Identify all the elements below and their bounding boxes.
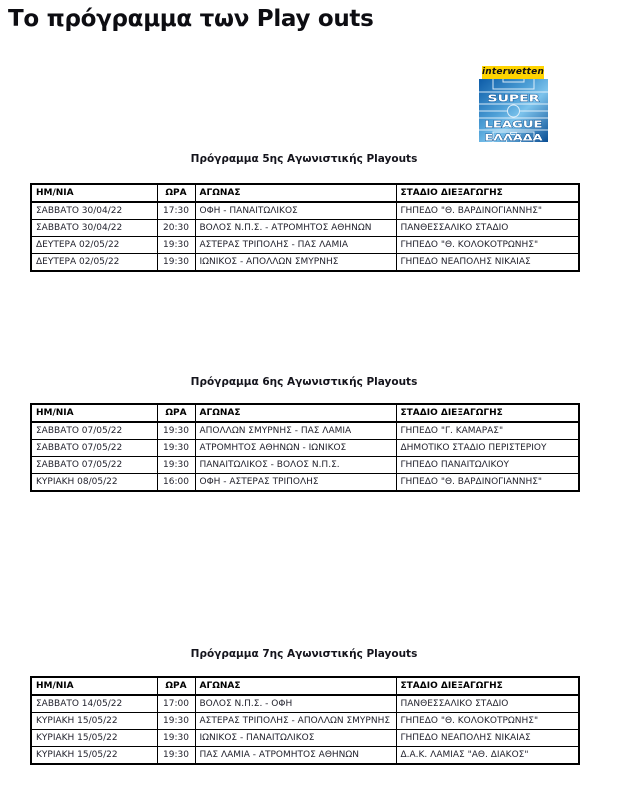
table-header-row (31, 184, 579, 202)
table-cell: ΓΗΠΕΔΟ "Θ. ΚΟΛΟΚΟΤΡΩΝΗΣ" (396, 713, 579, 730)
table-row (31, 422, 579, 440)
table-cell: ΒΟΛΟΣ Ν.Π.Σ. - ΟΦΗ (195, 695, 396, 713)
table-cell: ΙΩΝΙΚΟΣ - ΠΑΝΑΙΤΩΛΙΚΟΣ (195, 730, 396, 747)
table-cell: ΑΣΤΕΡΑΣ ΤΡΙΠΟΛΗΣ - ΠΑΣ ΛΑΜΙΑ (195, 237, 396, 254)
table-cell: ΚΥΡΙΑΚΗ 15/05/22 (31, 730, 157, 747)
table-cell: ΣΑΒΒΑΤΟ 07/05/22 (31, 457, 157, 474)
table-row (31, 695, 579, 713)
table-cell: 19:30 (157, 440, 195, 457)
col-header-stadium: ΣΤΑΔΙΟ ΔΙΕΞΑΓΩΓΗΣ (396, 404, 579, 422)
table-row (31, 220, 579, 237)
table-cell: 19:30 (157, 730, 195, 747)
table-header (31, 184, 579, 202)
col-header-time: ΩΡΑ (157, 677, 195, 695)
super-league-logo (479, 66, 548, 142)
table-cell: ΓΗΠΕΔΟ "Γ. ΚΑΜΑΡΑΣ" (396, 422, 579, 440)
table-row (31, 457, 579, 474)
col-header-date: ΗΜ/ΝΙΑ (31, 404, 157, 422)
table-cell: 19:30 (157, 237, 195, 254)
table-cell: ΑΠΟΛΛΩΝ ΣΜΥΡΝΗΣ - ΠΑΣ ΛΑΜΙΑ (195, 422, 396, 440)
table-cell: ΔΕΥΤΕΡΑ 02/05/22 (31, 237, 157, 254)
table-cell: ΣΑΒΒΑΤΟ 30/04/22 (31, 202, 157, 220)
table-cell: 17:00 (157, 695, 195, 713)
table-row (31, 730, 579, 747)
table-row (31, 440, 579, 457)
section-heading-matchday7: Πρόγραμμα 7ης Αγωνιστικής Playouts (190, 648, 418, 660)
table-cell: ΓΗΠΕΔΟ "Θ. ΚΟΛΟΚΟΤΡΩΝΗΣ" (396, 237, 579, 254)
table-cell: ΠΑΝΘΕΣΣΑΛΙΚΟ ΣΤΑΔΙΟ (396, 220, 579, 237)
col-header-stadium: ΣΤΑΔΙΟ ΔΙΕΞΑΓΩΓΗΣ (396, 184, 579, 202)
table-cell: ΓΗΠΕΔΟ "Θ. ΒΑΡΔΙΝΟΓΙΑΝΝΗΣ" (396, 202, 579, 220)
table-row (31, 237, 579, 254)
table-cell: ΓΗΠΕΔΟ ΝΕΑΠΟΛΗΣ ΝΙΚΑΙΑΣ (396, 730, 579, 747)
table-cell: ΟΦΗ - ΑΣΤΕΡΑΣ ΤΡΙΠΟΛΗΣ (195, 474, 396, 492)
table-cell: ΑΤΡΟΜΗΤΟΣ ΑΘΗΝΩΝ - ΙΩΝΙΚΟΣ (195, 440, 396, 457)
table-cell: ΚΥΡΙΑΚΗ 15/05/22 (31, 713, 157, 730)
table-row (31, 254, 579, 272)
table-cell: ΟΦΗ - ΠΑΝΑΙΤΩΛΙΚΟΣ (195, 202, 396, 220)
table-header (31, 404, 579, 422)
table-cell: 19:30 (157, 457, 195, 474)
page-title: Το πρόγραμμα των Play outs (8, 6, 374, 32)
table-cell: ΠΑΝΑΙΤΩΛΙΚΟΣ - ΒΟΛΟΣ Ν.Π.Σ. (195, 457, 396, 474)
table-cell: ΚΥΡΙΑΚΗ 08/05/22 (31, 474, 157, 492)
table-header-row (31, 677, 579, 695)
table-row (31, 713, 579, 730)
table-cell: Δ.Α.Κ. ΛΑΜΙΑΣ "ΑΘ. ΔΙΑΚΟΣ" (396, 747, 579, 765)
table-cell: ΣΑΒΒΑΤΟ 14/05/22 (31, 695, 157, 713)
table-row (31, 202, 579, 220)
football-pitch-graphic (479, 79, 548, 142)
interwetten-banner: interwetten (482, 67, 545, 77)
pitch-svg (479, 79, 548, 142)
col-header-date: ΗΜ/ΝΙΑ (31, 677, 157, 695)
table-cell: ΒΟΛΟΣ Ν.Π.Σ. - ΑΤΡΟΜΗΤΟΣ ΑΘΗΝΩΝ (195, 220, 396, 237)
table-body (31, 695, 579, 764)
table-cell: ΣΑΒΒΑΤΟ 30/04/22 (31, 220, 157, 237)
logo-word-league: LEAGUE (484, 119, 543, 131)
col-header-date: ΗΜ/ΝΙΑ (31, 184, 157, 202)
table-cell: 19:30 (157, 747, 195, 765)
table-cell: ΔΕΥΤΕΡΑ 02/05/22 (31, 254, 157, 272)
col-header-stadium: ΣΤΑΔΙΟ ΔΙΕΞΑΓΩΓΗΣ (396, 677, 579, 695)
table-cell: ΓΗΠΕΔΟ ΝΕΑΠΟΛΗΣ ΝΙΚΑΙΑΣ (396, 254, 579, 272)
table-cell: 20:30 (157, 220, 195, 237)
table-header-row (31, 404, 579, 422)
table-row (31, 747, 579, 765)
table-body (31, 202, 579, 271)
table-cell: ΓΗΠΕΔΟ "Θ. ΒΑΡΔΙΝΟΓΙΑΝΝΗΣ" (396, 474, 579, 492)
col-header-match: ΑΓΩΝΑΣ (195, 677, 396, 695)
table-cell: ΙΩΝΙΚΟΣ - ΑΠΟΛΛΩΝ ΣΜΥΡΝΗΣ (195, 254, 396, 272)
table-header (31, 677, 579, 695)
section-heading-matchday6: Πρόγραμμα 6ης Αγωνιστικής Playouts (190, 376, 418, 388)
table-cell: 19:30 (157, 254, 195, 272)
section-heading-matchday5: Πρόγραμμα 5ης Αγωνιστικής Playouts (190, 153, 418, 165)
logo-word-super: SUPER (487, 93, 540, 105)
table-cell: ΠΑΝΘΕΣΣΑΛΙΚΟ ΣΤΑΔΙΟ (396, 695, 579, 713)
schedule-table-matchday6 (30, 403, 580, 492)
schedule-table-matchday7 (30, 676, 580, 765)
table-cell: ΣΑΒΒΑΤΟ 07/05/22 (31, 422, 157, 440)
table-body (31, 422, 579, 491)
table-cell: 17:30 (157, 202, 195, 220)
table-cell: ΠΑΣ ΛΑΜΙΑ - ΑΤΡΟΜΗΤΟΣ ΑΘΗΝΩΝ (195, 747, 396, 765)
table-cell: 19:30 (157, 422, 195, 440)
table-row (31, 474, 579, 492)
col-header-time: ΩΡΑ (157, 184, 195, 202)
col-header-match: ΑΓΩΝΑΣ (195, 404, 396, 422)
table-cell: ΔΗΜΟΤΙΚΟ ΣΤΑΔΙΟ ΠΕΡΙΣΤΕΡΙΟΥ (396, 440, 579, 457)
table-cell: 16:00 (157, 474, 195, 492)
table-cell: ΓΗΠΕΔΟ ΠΑΝΑΙΤΩΛΙΚΟΥ (396, 457, 579, 474)
col-header-match: ΑΓΩΝΑΣ (195, 184, 396, 202)
col-header-time: ΩΡΑ (157, 404, 195, 422)
table-cell: ΣΑΒΒΑΤΟ 07/05/22 (31, 440, 157, 457)
table-cell: ΑΣΤΕΡΑΣ ΤΡΙΠΟΛΗΣ - ΑΠΟΛΛΩΝ ΣΜΥΡΝΗΣ (195, 713, 396, 730)
table-cell: 19:30 (157, 713, 195, 730)
table-cell: ΚΥΡΙΑΚΗ 15/05/22 (31, 747, 157, 765)
schedule-table-matchday5 (30, 183, 580, 272)
logo-word-ellada: ΕΛΛΑΔΑ (484, 133, 544, 142)
